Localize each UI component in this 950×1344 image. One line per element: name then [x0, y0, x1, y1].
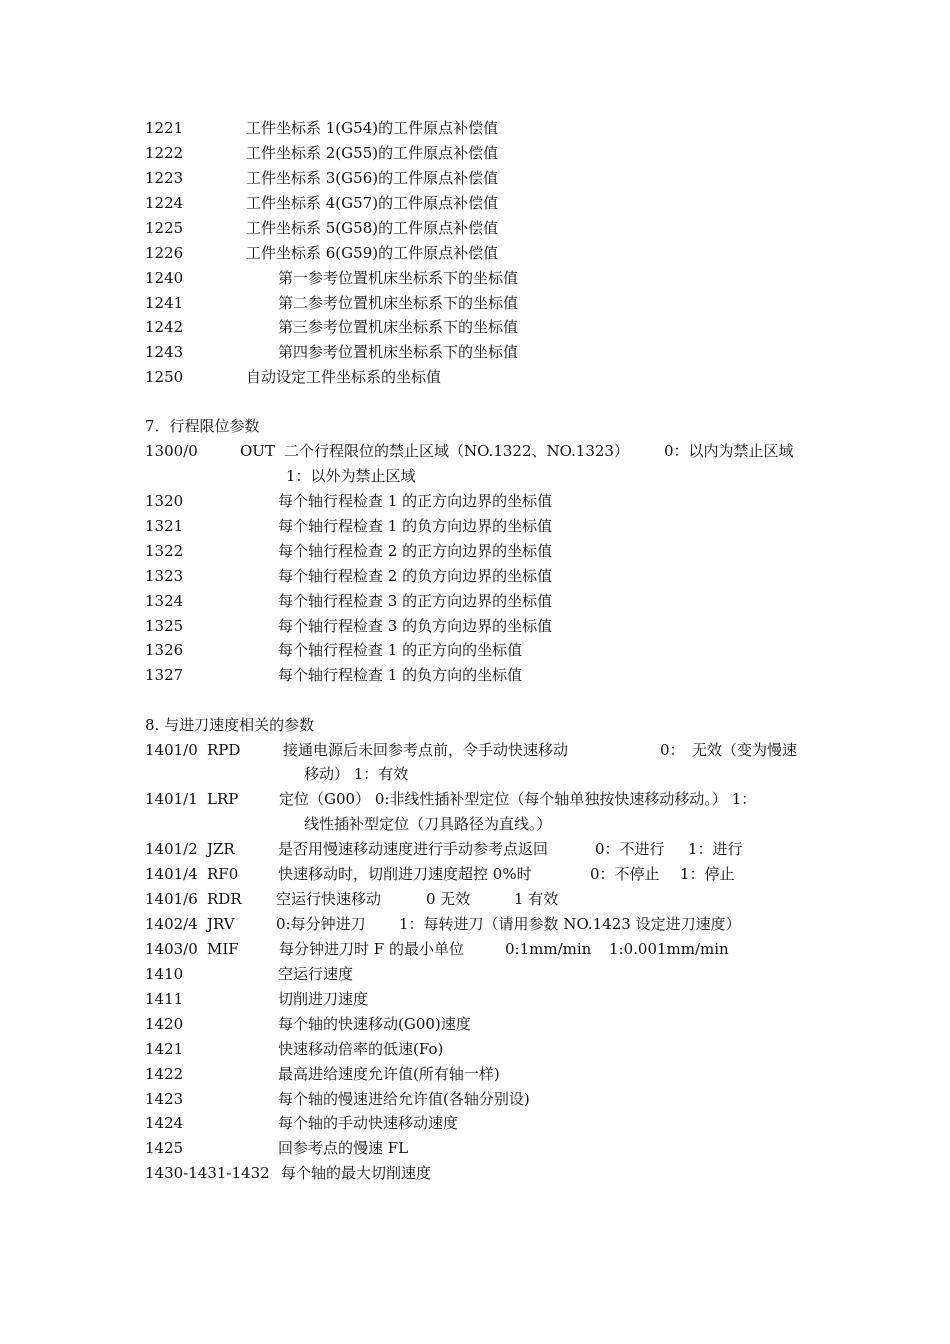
param-code: OUT — [240, 442, 275, 460]
param-option-0: 0：以内为禁止区域 — [664, 442, 794, 460]
param-description: 最高进给速度允许值(所有轴一样) — [278, 1065, 500, 1083]
param-description: 自动设定工件坐标系的坐标值 — [246, 368, 442, 386]
param-number: 1323 — [145, 567, 184, 585]
param-code: JZR — [207, 840, 235, 858]
param-continuation: 移动） 1：有效 — [304, 765, 409, 783]
param-description: 切削进刀速度 — [278, 990, 369, 1008]
param-option-1: 1 有效 — [514, 890, 559, 908]
param-number: 1410 — [145, 965, 184, 983]
param-code: LRP — [207, 790, 239, 808]
param-number: 1401/1 — [145, 790, 198, 808]
param-option-0: 0 无效 — [426, 890, 471, 908]
param-number: 1425 — [145, 1139, 184, 1157]
param-number: 1242 — [145, 318, 184, 336]
param-code: RDR — [207, 890, 242, 908]
param-description: 每个轴行程检查 2 的负方向边界的坐标值 — [278, 567, 553, 585]
param-option-0: 0：不停止 — [590, 865, 660, 883]
param-description: 每个轴的手动快速移动速度 — [278, 1114, 459, 1132]
param-number: 1411 — [145, 990, 184, 1008]
param-number: 1241 — [145, 294, 184, 312]
param-description: 每个轴行程检查 1 的正方向边界的坐标值 — [278, 492, 553, 510]
section-heading-8: 8. 与进刀速度相关的参数 — [145, 716, 315, 734]
param-continuation: 线性插补型定位（刀具路径为直线。） — [304, 815, 552, 833]
param-code: RF0 — [207, 865, 239, 883]
param-description: 每个轴的快速移动(G00)速度 — [278, 1015, 471, 1033]
param-description: 每个轴行程检查 2 的正方向边界的坐标值 — [278, 542, 553, 560]
param-description: 定位（G00） 0:非线性插补型定位（每个轴单独按快速移动移动。） 1： — [279, 790, 757, 808]
param-description: 每个轴行程检查 1 的负方向的坐标值 — [278, 666, 523, 684]
param-number: 1240 — [145, 269, 184, 287]
param-description: 第四参考位置机床坐标系下的坐标值 — [278, 343, 519, 361]
param-description: 每个轴行程检查 3 的正方向边界的坐标值 — [278, 592, 553, 610]
param-number: 1321 — [145, 517, 184, 535]
param-description: 每个轴行程检查 1 的负方向边界的坐标值 — [278, 517, 553, 535]
param-number: 1430-1431-1432 — [145, 1164, 270, 1182]
param-number: 1326 — [145, 641, 184, 659]
param-number: 1422 — [145, 1065, 184, 1083]
param-description: 工件坐标系 6(G59)的工件原点补偿值 — [246, 244, 499, 262]
param-description: 0:每分钟进刀 — [276, 915, 366, 933]
param-option-1: 1:0.001mm/min — [609, 940, 729, 958]
param-description: 快速移动时，切削进刀速度超控 0%时 — [278, 865, 532, 883]
param-option-1: 1：每转进刀（请用参数 NO.1423 设定进刀速度） — [399, 915, 741, 933]
param-description: 第一参考位置机床坐标系下的坐标值 — [278, 269, 519, 287]
param-number: 1401/0 — [145, 741, 198, 759]
param-number: 1327 — [145, 666, 184, 684]
param-number: 1325 — [145, 617, 184, 635]
param-description: 第二参考位置机床坐标系下的坐标值 — [278, 294, 519, 312]
param-description: 空运行速度 — [278, 965, 354, 983]
param-number: 1225 — [145, 219, 184, 237]
param-option-0: 0：不进行 — [595, 840, 665, 858]
param-option-0: 0:1mm/min — [505, 940, 592, 958]
param-option-1: 1：停止 — [680, 865, 735, 883]
param-description: 每个轴的慢速进给允许值(各轴分别设) — [278, 1090, 530, 1108]
param-number: 1223 — [145, 169, 184, 187]
param-description: 工件坐标系 2(G55)的工件原点补偿值 — [246, 144, 499, 162]
param-description: 是否用慢速移动速度进行手动参考点返回 — [278, 840, 549, 858]
param-number: 1324 — [145, 592, 184, 610]
param-number: 1423 — [145, 1090, 184, 1108]
param-description: 每个轴行程检查 1 的正方向的坐标值 — [278, 641, 523, 659]
param-description: 工件坐标系 4(G57)的工件原点补偿值 — [246, 194, 499, 212]
param-number: 1243 — [145, 343, 184, 361]
param-number: 1403/0 — [145, 940, 198, 958]
param-number: 1224 — [145, 194, 184, 212]
param-description: 每分钟进刀时 F 的最小单位 — [279, 940, 464, 958]
param-option-0: 0： 无效（变为慢速 — [660, 741, 798, 759]
param-description: 工件坐标系 1(G54)的工件原点补偿值 — [246, 119, 499, 137]
param-option-1: 1：进行 — [688, 840, 743, 858]
param-description: 快速移动倍率的低速(Fo) — [278, 1040, 444, 1058]
param-number: 1250 — [145, 368, 184, 386]
param-number: 1226 — [145, 244, 184, 262]
param-code: JRV — [207, 915, 235, 933]
param-description: 接通电源后未回参考点前，令手动快速移动 — [283, 741, 569, 759]
param-description: 工件坐标系 5(G58)的工件原点补偿值 — [246, 219, 499, 237]
param-number: 1401/2 — [145, 840, 198, 858]
param-option-1: 1：以外为禁止区域 — [286, 467, 416, 485]
param-number: 1221 — [145, 119, 184, 137]
param-number: 1402/4 — [145, 915, 198, 933]
param-description: 空运行快速移动 — [276, 890, 382, 908]
section-heading-7: 7．行程限位参数 — [145, 417, 260, 435]
param-number: 1322 — [145, 542, 184, 560]
param-code: RPD — [207, 741, 241, 759]
param-number: 1420 — [145, 1015, 184, 1033]
param-number: 1222 — [145, 144, 184, 162]
param-description: 第三参考位置机床坐标系下的坐标值 — [278, 318, 519, 336]
param-number: 1401/4 — [145, 865, 198, 883]
param-description: 回参考点的慢速 FL — [278, 1139, 409, 1157]
param-number: 1300/0 — [145, 442, 198, 460]
param-number: 1401/6 — [145, 890, 198, 908]
param-description: 每个轴行程检查 3 的负方向边界的坐标值 — [278, 617, 553, 635]
param-code: MIF — [207, 940, 239, 958]
param-description: 工件坐标系 3(G56)的工件原点补偿值 — [246, 169, 499, 187]
param-description: 每个轴的最大切削速度 — [281, 1164, 432, 1182]
param-number: 1424 — [145, 1114, 184, 1132]
param-number: 1320 — [145, 492, 184, 510]
param-description: 二个行程限位的禁止区域（NO.1322、NO.1323） — [284, 442, 629, 460]
param-number: 1421 — [145, 1040, 184, 1058]
